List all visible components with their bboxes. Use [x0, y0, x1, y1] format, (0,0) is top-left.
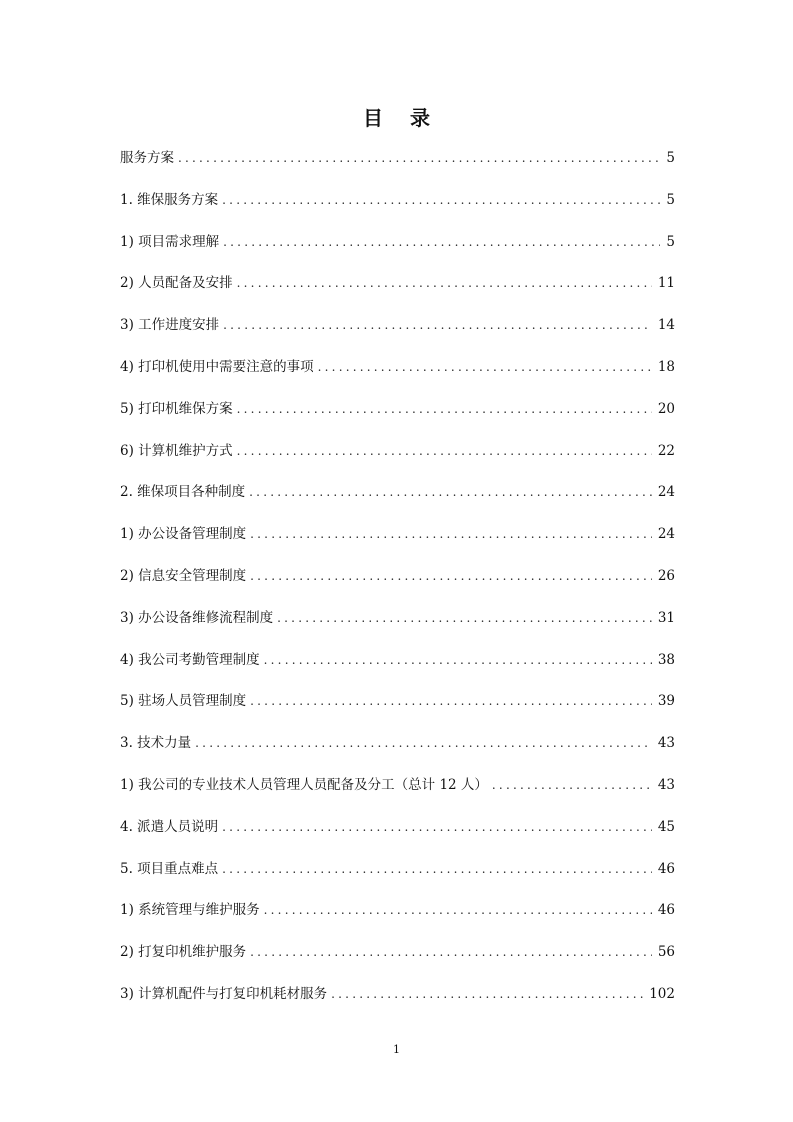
toc-entry[interactable]: [120, 691, 675, 733]
toc-entry-page: 5: [666, 233, 675, 250]
toc-entry-text: 4. 派遣人员说明: [120, 818, 219, 835]
toc-dot-leader: [318, 357, 652, 377]
toc-entry-page: 102: [649, 985, 675, 1002]
toc-title: 目 录: [363, 106, 440, 130]
toc-dot-leader: [250, 691, 652, 711]
toc-dot-leader: [223, 315, 652, 335]
toc-entry-page: 20: [657, 400, 675, 417]
toc-entry-text: 4) 打印机使用中需要注意的事项: [120, 358, 314, 375]
toc-entry-text: 3) 办公设备维修流程制度: [120, 609, 274, 626]
toc-entry-text: 1) 系统管理与维护服务: [120, 902, 260, 919]
toc-dot-leader: [223, 232, 660, 252]
toc-entry[interactable]: [120, 817, 675, 859]
toc-entry-text: 2) 打复印机维护服务: [120, 944, 247, 961]
toc-entry[interactable]: [120, 942, 675, 984]
page-number: 1: [393, 1043, 400, 1056]
toc-entry-page: 56: [657, 944, 675, 961]
toc-entry[interactable]: [120, 482, 675, 524]
toc-dot-leader: [250, 942, 652, 962]
toc-entry-text: 5. 项目重点难点: [120, 860, 219, 877]
toc-entry-text: 2. 维保项目各种制度: [120, 484, 246, 501]
toc-entry-text: 6) 计算机维护方式: [120, 442, 233, 459]
toc-entry-text: 1) 办公设备管理制度: [120, 526, 247, 543]
toc-dot-leader: [331, 984, 643, 1004]
toc-entry[interactable]: [120, 441, 675, 483]
toc-entry[interactable]: [120, 357, 675, 399]
toc-entry-page: 26: [657, 567, 675, 584]
toc-entry[interactable]: [120, 650, 675, 692]
toc-dot-leader: [249, 482, 652, 502]
toc-entry[interactable]: [120, 190, 675, 232]
toc-entry-text: 1) 我公司的专业技术人员管理人员配备及分工（总计 12 人）: [120, 776, 488, 793]
toc-entry[interactable]: [120, 984, 675, 1026]
toc-entry-page: 43: [657, 735, 675, 752]
toc-entry[interactable]: [120, 524, 675, 566]
toc-entry-text: 1) 项目需求理解: [120, 233, 220, 250]
toc-entry[interactable]: [120, 315, 675, 357]
toc-dot-leader: [195, 733, 652, 753]
toc-entry-page: 11: [657, 275, 675, 292]
toc-entry-page: 31: [657, 609, 675, 626]
toc-dot-leader: [222, 190, 660, 210]
toc-entry-text: 1. 维保服务方案: [120, 191, 219, 208]
toc-entry[interactable]: [120, 608, 675, 650]
toc-dot-leader: [222, 859, 652, 879]
toc-entry-text: 3. 技术力量: [120, 735, 192, 752]
toc-entry-page: 38: [657, 651, 675, 668]
toc-entry-text: 2) 人员配备及安排: [120, 275, 233, 292]
toc-dot-leader: [264, 900, 652, 920]
toc-entry-page: 43: [657, 776, 675, 793]
toc-entry[interactable]: [120, 733, 675, 775]
toc-dot-leader: [264, 650, 652, 670]
toc-entry-page: 46: [657, 860, 675, 877]
toc-entry[interactable]: [120, 232, 675, 274]
toc-dot-leader: [237, 273, 652, 293]
toc-entry-text: 服务方案: [120, 150, 174, 166]
toc-entry-text: 5) 驻场人员管理制度: [120, 693, 247, 710]
toc-entry-page: 24: [657, 484, 675, 501]
toc-entry-text: 4) 我公司考勤管理制度: [120, 651, 260, 668]
toc-dot-leader: [250, 566, 652, 586]
toc-entry[interactable]: [120, 273, 675, 315]
toc-entry-page: 5: [666, 191, 675, 208]
toc-entry[interactable]: [120, 399, 675, 441]
toc-dot-leader: [237, 441, 652, 461]
toc-entry-page: 22: [657, 442, 675, 459]
toc-entry[interactable]: [120, 859, 675, 901]
toc-dot-leader: [222, 817, 652, 837]
toc-entry-text: 5) 打印机维保方案: [120, 400, 233, 417]
toc-entry[interactable]: [120, 566, 675, 608]
toc-entry-page: 5: [666, 150, 675, 166]
toc-dot-leader: [237, 399, 652, 419]
toc-entry-text: 3) 工作进度安排: [120, 317, 220, 334]
toc-entry[interactable]: [120, 900, 675, 942]
toc-dot-leader: [250, 524, 652, 544]
toc-dot-leader: [277, 608, 652, 628]
toc-entry-page: 18: [657, 358, 675, 375]
toc-entry-page: 46: [657, 902, 675, 919]
toc-entry[interactable]: [120, 148, 675, 190]
toc-dot-leader: [178, 148, 660, 168]
toc-entry-page: 45: [657, 818, 675, 835]
toc-entry-page: 14: [657, 317, 675, 334]
toc-entry-text: 2) 信息安全管理制度: [120, 567, 247, 584]
table-of-contents: [120, 148, 675, 1026]
toc-entry-page: 39: [657, 693, 675, 710]
toc-dot-leader: [492, 775, 652, 795]
toc-entry-text: 3) 计算机配件与打复印机耗材服务: [120, 985, 328, 1002]
toc-entry[interactable]: [120, 775, 675, 817]
toc-entry-page: 24: [657, 526, 675, 543]
